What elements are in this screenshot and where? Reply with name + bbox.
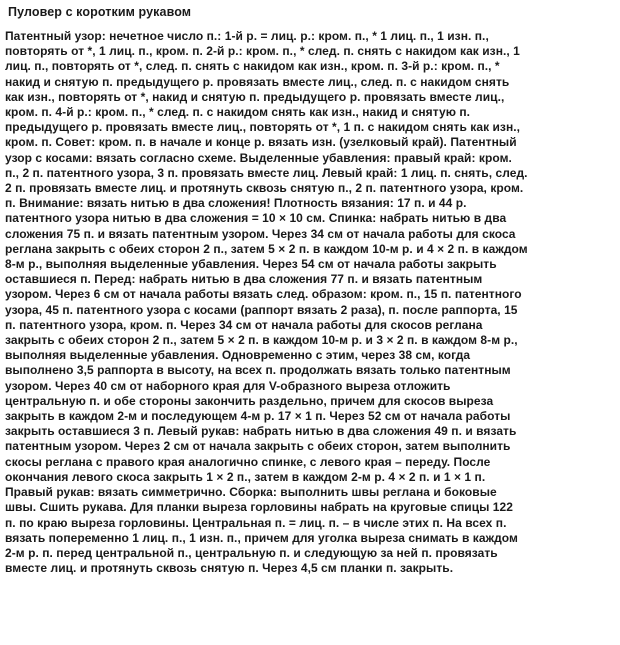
text-line: патентного узора нитью в два сложения = 10 × 10 см. Спинка: набрать нитью в два	[5, 211, 507, 226]
text-line: узором. Через 40 см от наборного края для V-образного выреза отложить	[5, 378, 451, 393]
text-line: патентным узором. Через 2 см от начала закрыть с обеих сторон, затем выполнить	[5, 439, 511, 454]
text-line: 2 п. провязать вместе лиц. и протянуть сквозь снятую п., 2 п. патентного узора, кром.	[5, 181, 524, 196]
text-line: выполнено 3,5 раппорта в высоту, на всех п. продолжать вязать только патентным	[5, 363, 511, 378]
text-line: п. Внимание: вязать нитью в два сложения! Плотность вязания: 17 п. и 44 р.	[5, 196, 467, 211]
text-line: повторять от *, 1 лиц. п., кром. п. 2-й р.: кром. п., * след. п. снять с накидом как изн., 1	[5, 44, 520, 59]
text-line: п., 2 п. патентного узора, 3 п. провязать вместе лиц. Левый край: 1 лиц. п. снять, след.	[5, 165, 528, 180]
text-line: реглана закрыть с обеих сторон 2 п., затем 5 × 2 п. в каждом 10-м р. и 4 × 2 п. в каждом	[5, 241, 528, 256]
text-line: Правый рукав: вязать симметрично. Сборка: выполнить швы реглана и боковые	[5, 485, 497, 500]
text-line: вязать попеременно 1 лиц. п., 1 изн. п., причем для уголка выреза снимать в каждом	[5, 530, 518, 545]
text-line: узора, 45 п. патентного узора с косами (раппорт вязать 2 раза), п. после раппорта, 15	[5, 302, 518, 317]
text-line: оставшиеся п. Перед: набрать нитью в два сложения 77 п. и вязать патентным	[5, 272, 483, 287]
text-line: накид и снятую п. предыдущего р. провязать вместе лиц., след. п. с накидом снять	[5, 74, 510, 89]
text-line: п. патентного узора, кром. п. Через 34 см от начала работы для скосов реглана	[5, 317, 483, 332]
text-line: кром. п. Совет: кром. п. в начале и конце р. вязать изн. (узелковый край). Патентный	[5, 135, 517, 150]
text-line: швы. Сшить рукава. Для планки выреза горловины набрать на круговые спицы 122	[5, 500, 513, 515]
text-line: как изн., повторять от *, накид и снятую п. предыдущего р. провязать вместе лиц.,	[5, 89, 505, 104]
text-line: узором. Через 6 см от начала работы вязать след. образом: кром. п., 15 п. патентного	[5, 287, 522, 302]
text-line: Патентный узор: нечетное число п.: 1-й р. = лиц. р.: кром. п., * 1 лиц. п., 1 изн. п.,	[5, 29, 489, 43]
text-line: кром. п. 4-й р.: кром. п., * след. п. с накидом снять как изн., накид и снятую п.	[5, 105, 471, 120]
text-line: предыдущего р. провязать вместе лиц., повторять от *, 1 п. с накидом снять как изн.,	[5, 120, 521, 135]
text-line: лиц. п., повторять от *, след. п. снять с накидом как изн., кром. п. 3-й р.: кром. п., *	[5, 59, 500, 74]
text-line: скосы реглана с правого края аналогично спинке, с левого края – переду. После	[5, 454, 491, 469]
text-line: закрыть оставшиеся 3 п. Левый рукав: набрать нитью в два сложения 49 п. и вязать	[5, 424, 517, 439]
text-line: 8-м р., выполняя выделенные убавления. Через 54 см от начала работы закрыть	[5, 257, 497, 272]
text-line: п. по краю выреза горловины. Центральная п. = лиц. п. – в числе этих п. На всех п.	[5, 515, 507, 530]
text-line: закрыть с обеих сторон 2 п., затем 5 × 2 п. в каждом 10-м р. и 3 × 2 п. в каждом 8-м р.,	[5, 333, 518, 348]
text-line: закрыть в каждом 2-м и последующем 4-м р. 17 × 1 п. Через 52 см от начала работы	[5, 409, 511, 424]
text-line: вместе лиц. и протянуть сквозь снятую п. Через 4,5 см планки п. закрыть.	[5, 561, 454, 576]
text-line: сложения 75 п. и вязать патентным узором. Через 34 см от начала работы для скоса	[5, 226, 516, 241]
text-line: 2-м р. п. перед центральной п., центральную п. и следующую за ней п. провязать	[5, 545, 498, 560]
text-line: узор с косами: вязать согласно схеме. Выделенные убавления: правый край: кром.	[5, 150, 512, 165]
instructions-text	[5, 29, 610, 576]
text-line: окончания левого скоса закрыть 1 × 2 п., затем в каждом 2-м р. 4 × 2 п. и 1 × 1 п.	[5, 469, 486, 484]
text-line: центральную п. и обе стороны закончить раздельно, причем для скосов выреза	[5, 393, 494, 408]
text-line: выполняя выделенные убавления. Одновременно с этим, через 38 см, когда	[5, 348, 471, 363]
document-title: Пуловер с коротким рукавом	[8, 5, 192, 19]
